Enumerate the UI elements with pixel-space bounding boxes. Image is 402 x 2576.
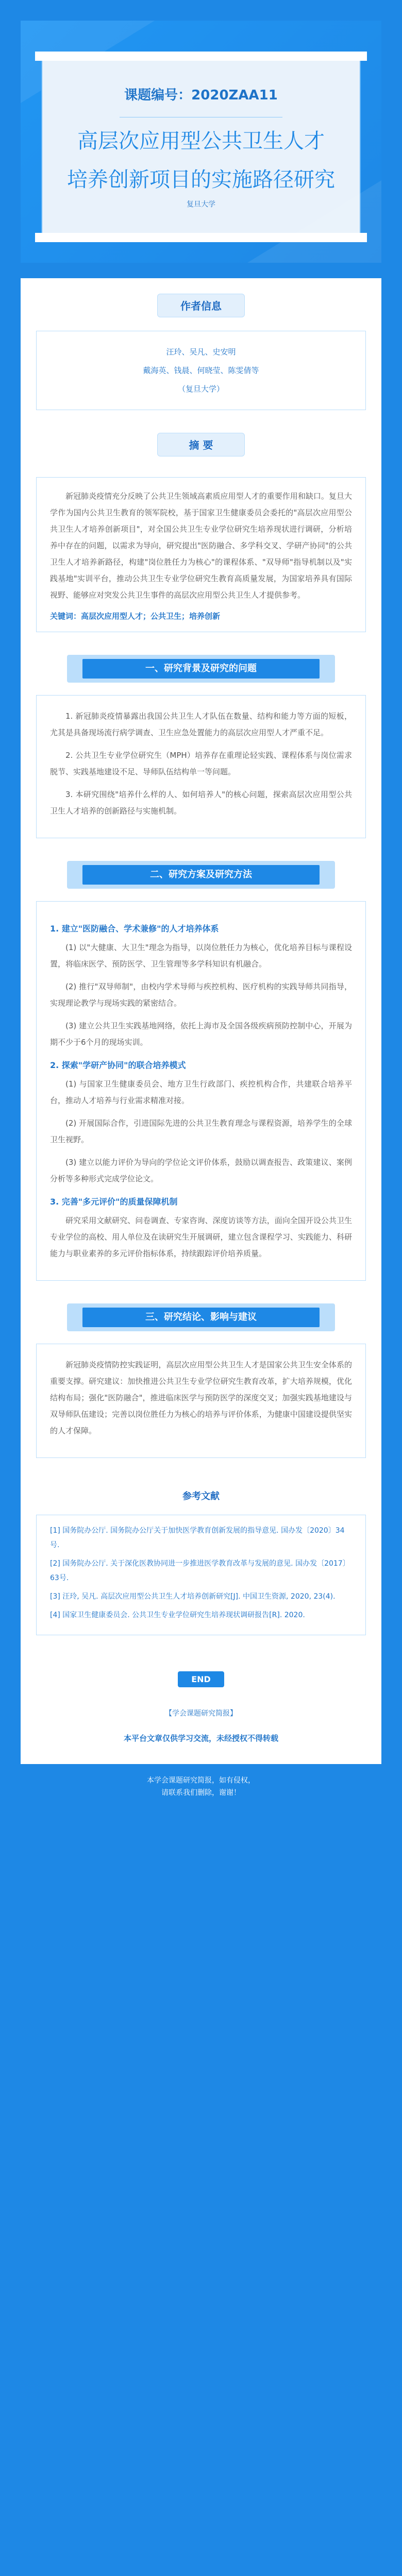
section-3-para: 新冠肺炎疫情防控实践证明，高层次应用型公共卫生人才是国家公共卫生安全体系的重要支撑。研究建议：加快推进公共卫生专业学位研究生教育改革，扩大培养规模，优化结构布局；强化"医防融合"，推进临床医学与预防医学的深度交叉；加强实践基地建设与双导师队伍建设；完善以岗位胜任力为核心的培养与评价体系，为健康中国建设提供坚实的人才保障。: [50, 1360, 352, 1435]
section-2-heading: [67, 861, 335, 889]
end-note-line: 【学会课题研究简报】: [165, 1709, 237, 1718]
statement: 本平台文章仅供学习交流，未经授权不得转载: [123, 1734, 278, 1743]
header-card-bottom-bar: [35, 233, 367, 242]
reference-item: [3] 汪玲, 吴凡. 高层次应用型公共卫生人才培养创新研究[J]. 中国卫生资源, 2020, 23(4).: [50, 1592, 336, 1601]
section-3-heading: [67, 1303, 335, 1331]
header-panel: [21, 21, 381, 263]
section-3-heading-text: 三、研究结论、影响与建议: [82, 1308, 320, 1327]
section-1-para: 1. 新冠肺炎疫情暴露出我国公共卫生人才队伍在数量、结构和能力等方面的短板，尤其是具备现场流行病学调查、卫生应急处置能力的高层次应用型人才严重不足。: [50, 711, 352, 737]
subsection-para: (3) 建立公共卫生实践基地网络，依托上海市及全国各级疾病预防控制中心，开展为期不少于6个月的现场实训。: [50, 1021, 352, 1047]
section-1-para: 3. 本研究围绕"培养什么样的人、如何培养人"的核心问题，探索高层次应用型公共卫生人才培养的创新路径与实施机制。: [50, 790, 352, 816]
subsection-title: 3. 完善"多元评价"的质量保障机制: [50, 1197, 178, 1207]
reference-item: [4] 国家卫生健康委员会. 公共卫生专业学位研究生培养现状调研报告[R]. 2020.: [50, 1611, 305, 1619]
project-number: 课题编号：2020ZAA11: [124, 88, 278, 103]
end-wrap: [36, 1671, 366, 1687]
title-line-1: 高层次应用型公共卫生人才: [77, 129, 325, 153]
abstract-text: 新冠肺炎疫情充分反映了公共卫生领域高素质应用型人才的重要作用和缺口。复旦大学作为国内公共卫生教育的领军院校，基于国家卫生健康委员会委托的"高层次应用型公共卫生人才培养创新项目"，对全国公共卫生专业学位研究生培养现状进行调研，分析培养中存在的问题，以需求为导向，研究提出"医防融合、多学科交叉、学研产协同"的公共卫生人才培养新路径，构建"岗位胜任力为核心"的课程体系、"双导师"指导机制以及"实践基地"实训平台，推动公共卫生专业学位研究生教育高质量发展，为国家培养具有国际视野、能够应对突发公共卫生事件的高层次应用型公共卫生人才提供参考。: [50, 492, 352, 600]
authors-box: [36, 331, 366, 410]
section-2-heading-text: 二、研究方案及研究方法: [82, 865, 320, 885]
section-1-heading: [67, 655, 335, 683]
end-badge: END: [178, 1671, 224, 1687]
header-card: [41, 57, 361, 237]
authors-line-2: 戴海英、钱晨、何晓莹、陈雯倩等: [143, 366, 259, 375]
section-3-body: [36, 1344, 366, 1458]
keywords: 关键词：高层次应用型人才；公共卫生；培养创新: [50, 612, 221, 621]
footer: [0, 1774, 402, 1820]
section-2-body: [36, 901, 366, 1281]
subsection-title: 1. 建立"医防融合、学术兼修"的人才培养体系: [50, 924, 219, 934]
subsection-para: (2) 推行"双导师制"，由校内学术导师与疾控机构、医疗机构的实践导师共同指导，实现理论教学与现场实践的紧密结合。: [50, 982, 352, 1008]
authors-tag: 作者信息: [157, 294, 245, 317]
reference-item: [1] 国务院办公厅. 国务院办公厅关于加快医学教育创新发展的指导意见. 国办发〔2020〕34号.: [50, 1527, 345, 1549]
abstract-box: [36, 477, 366, 632]
references-box: [36, 1515, 366, 1635]
authors-line-3: （复旦大学）: [177, 384, 224, 394]
title-line-2: 培养创新项目的实施路径研究: [67, 168, 335, 192]
subsection-para: (2) 开展国际合作，引进国际先进的公共卫生教育理念与课程资源，培养学生的全球卫生视野。: [50, 1118, 352, 1144]
section-1-body: [36, 695, 366, 838]
section-1-heading-text: 一、研究背景及研究的问题: [82, 659, 320, 679]
subsection-title: 2. 探索"学研产协同"的联合培养模式: [50, 1060, 186, 1070]
references-heading: 参考文献: [182, 1491, 220, 1502]
authors-line-1: 汪玲、吴凡、史安明: [166, 347, 236, 357]
end-note: [36, 1708, 366, 1718]
footer-line-2: 请联系我们删除，谢谢！: [161, 1789, 241, 1797]
content-body: [21, 278, 381, 1764]
subsection-para: 研究采用文献研究、问卷调查、专家咨询、深度访谈等方法，面向全国开设公共卫生专业学位的高校、用人单位及在读研究生开展调研，建立包含课程学习、实践能力、科研能力与职业素养的多元评价指标体系，持续跟踪评价培养质量。: [50, 1216, 352, 1258]
subsection-para: (1) 以"大健康、大卫生"理念为指导，以岗位胜任力为核心，优化培养目标与课程设置，将临床医学、预防医学、卫生管理等多学科知识有机融合。: [50, 943, 352, 969]
header-caption: 复旦大学: [187, 200, 215, 209]
header-card-top-bar: [35, 52, 367, 61]
subsection-para: (1) 与国家卫生健康委员会、地方卫生行政部门、疾控机构合作，共建联合培养平台，推动人才培养与行业需求精准对接。: [50, 1079, 352, 1105]
subsection-para: (3) 建立以能力评价为导向的学位论文评价体系，鼓励以调查报告、政策建议、案例分析等多种形式完成学位论文。: [50, 1158, 352, 1183]
footer-line-1: 本学会课题研究简报，如有侵权，: [147, 1776, 255, 1785]
reference-item: [2] 国务院办公厅. 关于深化医教协同进一步推进医学教育改革与发展的意见. 国办发〔2017〕63号.: [50, 1560, 350, 1582]
section-1-para: 2. 公共卫生专业学位研究生（MPH）培养存在重理论轻实践、课程体系与岗位需求脱节、实践基地建设不足、导师队伍结构单一等问题。: [50, 751, 352, 776]
abstract-tag: 摘 要: [157, 433, 245, 456]
